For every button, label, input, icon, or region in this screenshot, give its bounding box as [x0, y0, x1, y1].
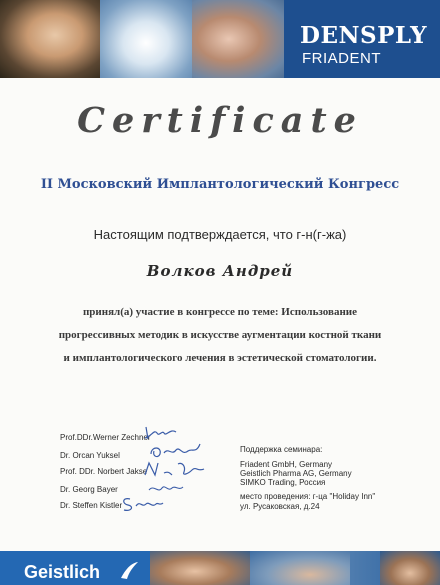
footer-photo-man — [380, 551, 440, 585]
friadent-logo: FRIADENT — [302, 50, 381, 67]
signatory-name: Prof.DDr.Werner Zechner — [60, 433, 151, 442]
congress-name: II Московский Имплантологический Конгресс — [40, 177, 400, 192]
footer-photo-woman — [150, 551, 250, 585]
signature-jakse — [142, 458, 208, 480]
footer-photo-couple — [250, 551, 350, 585]
sponsor-line: SIMKO Trading, Россия — [240, 478, 326, 487]
signatory-name: Dr. Georg Bayer — [60, 485, 118, 494]
header-photo-smiling-man — [0, 0, 100, 78]
body-line-1: принял(а) участие в конгрессе по теме: Использование — [82, 306, 358, 318]
body-line-2: прогрессивных методик в искусстве аугментации костной ткани — [58, 329, 382, 341]
header-photo-dentures — [100, 0, 192, 78]
signature-kistler — [118, 494, 166, 514]
confirmation-text: Настоящим подтверждается, что г-н(г-жа) — [93, 227, 347, 242]
geistlich-logo: Geistlich — [24, 562, 101, 582]
sponsor-line: Friadent GmbH, Germany — [240, 460, 333, 469]
signatory-name: Prof. DDr. Norbert Jakse — [60, 467, 148, 476]
support-heading: Поддержка семинара: — [240, 445, 323, 454]
dentsply-logo: DENSPLY — [300, 22, 428, 49]
signatory-name: Dr. Steffen Kistler — [60, 501, 123, 510]
signatory-name: Dr. Orcan Yuksel — [60, 451, 120, 460]
body-line-3: и имплантологического лечения в эстетической стоматологии. — [63, 352, 377, 364]
geistlich-swoosh-icon — [118, 559, 140, 581]
venue-line: место проведения: г-ца "Holiday Inn" — [240, 492, 376, 501]
sponsor-line: Geistlich Pharma AG, Germany — [240, 469, 352, 478]
recipient-name: Волков Андрей — [146, 262, 294, 280]
certificate-title: Certificate — [77, 100, 363, 141]
header-photo-woman — [192, 0, 284, 78]
venue-line: ул. Русаковская, д.24 — [240, 502, 320, 511]
